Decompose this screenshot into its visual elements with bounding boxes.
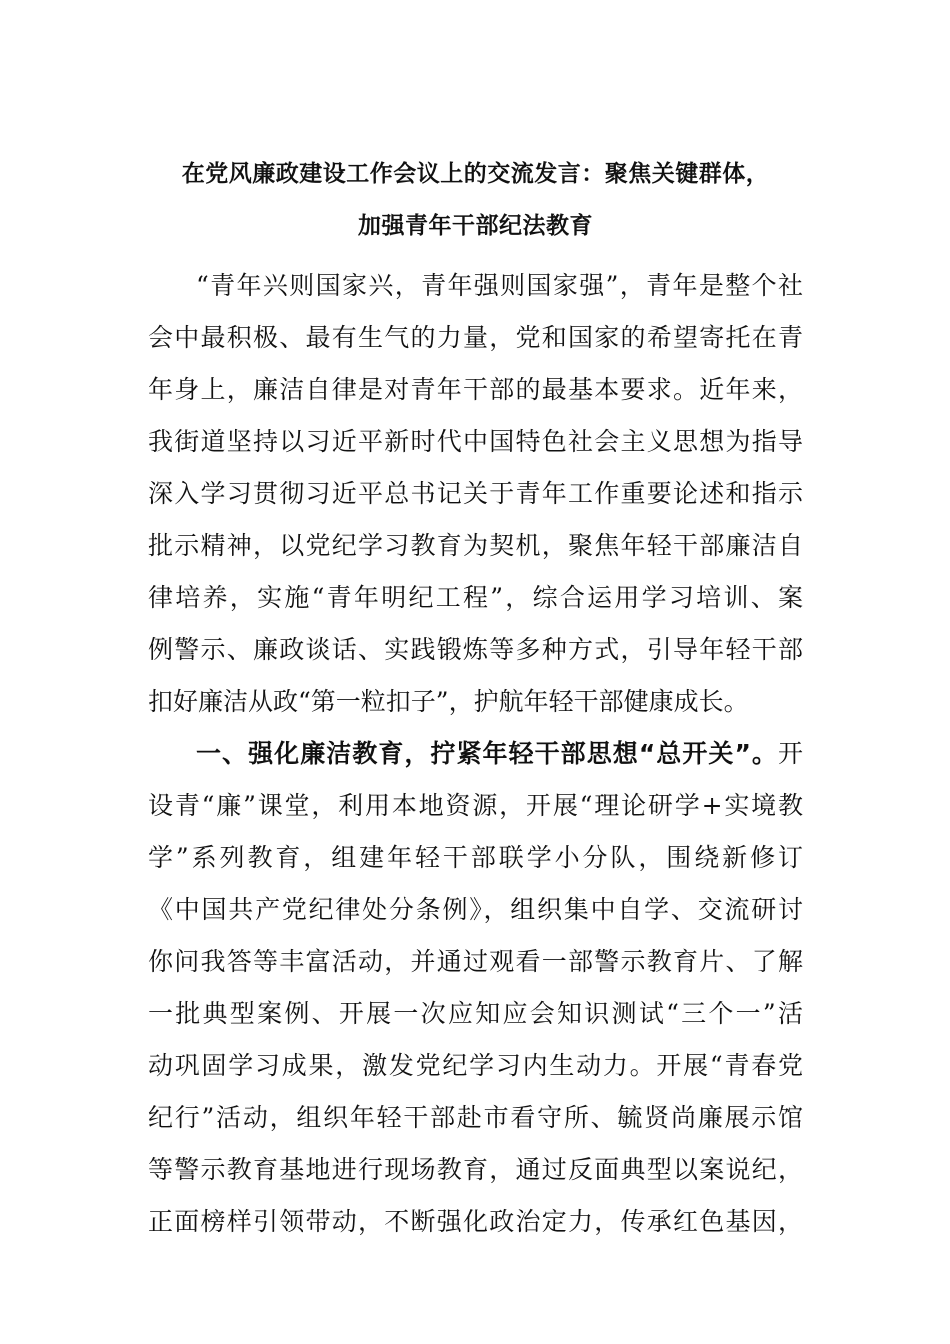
section-1-line-2: 设青“廉”课堂，利用本地资源，开展“理论研学+实境教 [148, 791, 803, 820]
intro-line-5: 深入学习贯彻习近平总书记关于青年工作重要论述和指示 [148, 479, 803, 508]
section-1-line-5: 你问我答等丰富活动，并通过观看一部警示教育片、了解 [148, 947, 803, 976]
section-1-first-line-tail: 开 [777, 739, 803, 768]
section-1-line-9: 等警示教育基地进行现场教育，通过反面典型以案说纪， [148, 1155, 803, 1184]
section-1-line-6: 一批典型案例、开展一次应知应会知识测试“三个一”活 [148, 999, 803, 1028]
document-title-line-2: 加强青年干部纪法教育 [358, 213, 593, 239]
section-1-line-4: 《中国共产党纪律处分条例》，组织集中自学、交流研讨 [148, 895, 803, 924]
intro-line-3: 年身上，廉洁自律是对青年干部的最基本要求。近年来， [148, 375, 803, 404]
document-title-line-1: 在党风廉政建设工作会议上的交流发言：聚焦关键群体， [181, 161, 770, 187]
section-1-line-8: 纪行”活动，组织年轻干部赴市看守所、毓贤尚廉展示馆 [148, 1103, 803, 1132]
intro-line-8: 例警示、廉政谈话、实践锻炼等多种方式，引导年轻干部 [148, 635, 803, 664]
section-1-line-3: 学”系列教育，组建年轻干部联学小分队，围绕新修订 [148, 843, 803, 872]
intro-line-6: 批示精神，以党纪学习教育为契机，聚焦年轻干部廉洁自 [148, 531, 803, 560]
intro-line-1: “青年兴则国家兴，青年强则国家强”，青年是整个社 [196, 271, 803, 300]
section-1-line-10: 正面榜样引领带动，不断强化政治定力，传承红色基因， [148, 1207, 803, 1236]
intro-line-2: 会中最积极、最有生气的力量，党和国家的希望寄托在青 [148, 323, 803, 352]
intro-line-7: 律培养，实施“青年明纪工程”，综合运用学习培训、案 [148, 583, 803, 612]
section-1-heading: 一、强化廉洁教育，拧紧年轻干部思想“总开关”。 [196, 739, 778, 768]
intro-line-4: 我街道坚持以习近平新时代中国特色社会主义思想为指导 [148, 427, 803, 456]
section-1-first-line [196, 739, 803, 769]
intro-line-9: 扣好廉洁从政“第一粒扣子”，护航年轻干部健康成长。 [148, 687, 749, 716]
section-1-line-7: 动巩固学习成果，激发党纪学习内生动力。开展“青春党 [148, 1051, 803, 1080]
